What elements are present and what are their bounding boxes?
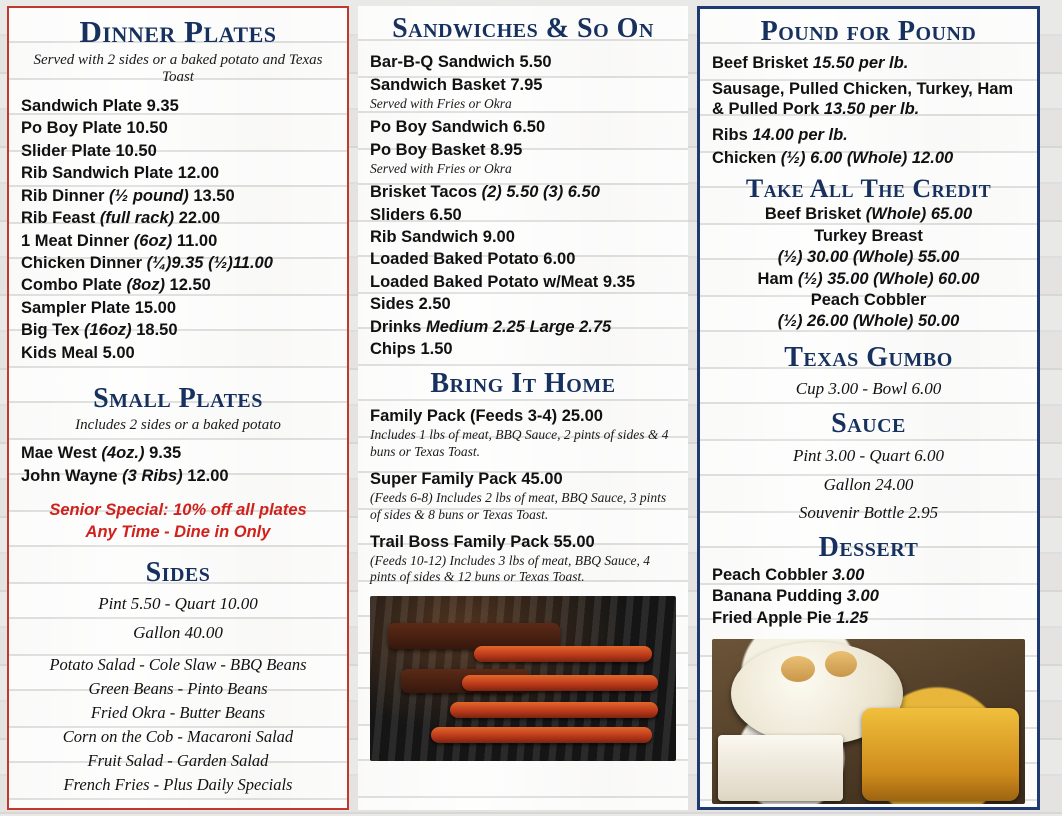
item-qualifier: (8oz) bbox=[126, 276, 165, 295]
menu-row bbox=[21, 465, 335, 487]
sides-title: Sides bbox=[145, 556, 211, 588]
pack-heading bbox=[370, 407, 676, 426]
pack-name: Trail Boss Family Pack bbox=[370, 532, 549, 551]
item-qualifier: (½ pound) bbox=[109, 186, 189, 205]
item-name: Bar-B-Q Sandwich bbox=[370, 53, 515, 72]
sauce-line: Souvenir Bottle 2.95 bbox=[798, 503, 939, 523]
pound-for-pound-title: Pound for Pound bbox=[760, 16, 977, 47]
sides-price-line1: Pint 5.50 - Quart 10.00 bbox=[98, 594, 258, 614]
family-pack bbox=[370, 407, 676, 461]
pack-heading bbox=[370, 533, 676, 552]
item-name: Loaded Baked Potato bbox=[370, 250, 539, 269]
item-qualifier: (3 Ribs) bbox=[122, 466, 183, 485]
small-plates-list bbox=[21, 442, 335, 487]
menu-row bbox=[370, 226, 676, 248]
item-name: Po Boy Basket bbox=[370, 140, 486, 159]
menu-row bbox=[712, 79, 1025, 120]
texas-gumbo-title: Texas Gumbo bbox=[784, 341, 953, 373]
item-name: John Wayne bbox=[21, 466, 118, 485]
item-price: 1.25 bbox=[836, 608, 869, 627]
senior-special bbox=[21, 499, 335, 544]
trail-boss-family-pack bbox=[370, 533, 676, 587]
item-name: Peach Cobbler bbox=[712, 565, 828, 584]
item-qualifier: (4oz.) bbox=[101, 444, 145, 463]
take-all-the-credit-title: Take All The Credit bbox=[745, 173, 992, 203]
item-price: 10.50 bbox=[126, 119, 168, 138]
item-qualifier: (6oz) bbox=[133, 231, 173, 250]
item-name: Ribs bbox=[712, 126, 748, 145]
item-price: 15.50 per lb. bbox=[812, 54, 909, 73]
item-price: 15.00 bbox=[134, 298, 177, 317]
menu-row bbox=[370, 248, 676, 270]
item-name: Rib Sandwich bbox=[370, 228, 479, 247]
item-name: Mae West bbox=[21, 444, 97, 463]
item-qualifier: (½) 30.00 (Whole) 55.00 bbox=[777, 248, 960, 267]
item-name: Ham bbox=[757, 269, 794, 288]
sandwiches-title: Sandwiches & So On bbox=[392, 13, 654, 44]
item-name: Po Boy Sandwich bbox=[370, 118, 509, 137]
dinner-plates-title: Dinner Plates bbox=[79, 14, 277, 49]
sides-price-line2: Gallon 40.00 bbox=[133, 622, 223, 642]
menu-row bbox=[21, 252, 335, 274]
menu-row bbox=[712, 269, 1025, 290]
sauce-line: Gallon 24.00 bbox=[823, 474, 914, 494]
sandwiches-group-2 bbox=[370, 116, 676, 161]
menu-row bbox=[370, 338, 676, 360]
menu-row bbox=[21, 297, 335, 319]
menu-row bbox=[712, 586, 1025, 607]
pound-for-pound-panel bbox=[697, 6, 1040, 810]
item-price: 6.00 bbox=[543, 250, 576, 269]
dessert-photo bbox=[712, 639, 1025, 804]
item-qualifier: (Whole) 65.00 bbox=[865, 205, 973, 224]
item-price: 1.50 bbox=[420, 340, 453, 359]
menu-row bbox=[21, 442, 335, 464]
item-qualifier: (2) 5.50 (3) 6.50 bbox=[481, 183, 600, 202]
sides-list-item: Green Beans - Pinto Beans bbox=[88, 678, 268, 698]
pack-heading bbox=[370, 470, 676, 489]
item-name: Sandwich Plate bbox=[21, 96, 143, 115]
item-price: 11.00 bbox=[176, 231, 218, 250]
item-price: 22.00 bbox=[178, 209, 221, 228]
senior-special-line2: Any Time - Dine in Only bbox=[85, 523, 271, 542]
dinner-plates-subtitle: Served with 2 sides or a baked potato and Texas Toast bbox=[33, 51, 323, 86]
item-name: 1 Meat Dinner bbox=[21, 231, 130, 250]
item-name: Rib Feast bbox=[21, 209, 96, 228]
sides-list bbox=[21, 653, 335, 797]
bring-it-home-title: Bring It Home bbox=[430, 367, 616, 399]
grilled-meat-photo bbox=[370, 596, 676, 761]
pack-price: 45.00 bbox=[521, 469, 563, 488]
item-qualifier: 14.00 per lb. bbox=[752, 126, 848, 145]
item-name: Sandwich Basket bbox=[370, 75, 506, 94]
menu-row bbox=[21, 230, 335, 252]
item-price: 13.50 bbox=[193, 186, 235, 205]
menu-row bbox=[21, 185, 335, 207]
item-name: Sides bbox=[370, 295, 415, 314]
menu-row bbox=[370, 293, 676, 315]
menu-row bbox=[21, 140, 335, 162]
item-price: 6.50 bbox=[513, 118, 546, 137]
item-price: 13.50 per lb. bbox=[823, 100, 920, 119]
super-family-pack bbox=[370, 470, 676, 524]
item-price: 12.00 bbox=[187, 466, 229, 485]
menu-row bbox=[712, 124, 1025, 146]
sides-list-item: Fried Okra - Butter Beans bbox=[90, 702, 266, 722]
item-name: Chicken bbox=[712, 148, 777, 167]
dessert-list bbox=[712, 565, 1025, 629]
menu-row bbox=[21, 95, 335, 117]
item-name: Chicken Dinner bbox=[21, 253, 143, 272]
menu-row bbox=[21, 319, 335, 341]
item-name: Rib Dinner bbox=[21, 186, 105, 205]
sides-list-item: Fruit Salad - Garden Salad bbox=[87, 750, 269, 770]
item-price: 5.50 bbox=[519, 53, 552, 72]
small-plates-title: Small Plates bbox=[93, 383, 263, 415]
sandwiches-group-3 bbox=[370, 181, 676, 361]
menu-row bbox=[370, 204, 676, 226]
item-qualifier: (¼)9.35 (½)11.00 bbox=[146, 253, 273, 272]
sandwiches-note-1: Served with Fries or Okra bbox=[370, 96, 512, 112]
small-plates-subtitle: Includes 2 sides or a baked potato bbox=[75, 416, 281, 433]
pack-price: 25.00 bbox=[561, 407, 603, 426]
item-qualifier: (16oz) bbox=[83, 321, 132, 340]
pack-qualifier: (Feeds 3-4) bbox=[469, 407, 558, 426]
item-price: 7.95 bbox=[510, 75, 543, 94]
item-name: Slider Plate bbox=[21, 141, 111, 160]
item-price: 8.95 bbox=[490, 140, 523, 159]
item-name: Drinks bbox=[370, 317, 422, 336]
pack-name: Super Family Pack bbox=[370, 469, 517, 488]
sandwiches-panel bbox=[358, 6, 688, 810]
pack-description: (Feeds 6-8) Includes 2 lbs of meat, BBQ Sauce, 3 pints of sides & 8 buns or Texas Toast. bbox=[370, 489, 667, 522]
item-qualifier: (½) 6.00 (Whole) 12.00 bbox=[780, 148, 954, 167]
menu-row bbox=[712, 290, 1025, 311]
item-price: 10.50 bbox=[115, 141, 157, 160]
item-name: Rib Sandwich Plate bbox=[21, 164, 174, 183]
menu-row bbox=[370, 74, 676, 96]
menu-row bbox=[712, 52, 1025, 74]
item-price: 9.35 bbox=[602, 272, 636, 291]
item-qualifier: Medium 2.25 Large 2.75 bbox=[425, 317, 612, 336]
menu-row bbox=[370, 316, 676, 338]
dinner-plates-list bbox=[21, 95, 335, 364]
item-price: 3.00 bbox=[832, 565, 865, 584]
menu-row bbox=[21, 342, 335, 364]
sides-list-item: Corn on the Cob - Macaroni Salad bbox=[62, 726, 294, 746]
sides-list-item: French Fries - Plus Daily Specials bbox=[63, 774, 293, 794]
menu-row bbox=[21, 274, 335, 296]
item-price: 12.50 bbox=[169, 276, 211, 295]
pack-description: (Feeds 10-12) Includes 3 lbs of meat, BBQ Sauce, 4 pints of sides & 12 buns or Texas Toast. bbox=[370, 552, 651, 585]
item-price: 5.00 bbox=[102, 343, 135, 362]
menu-row bbox=[370, 181, 676, 203]
menu-row bbox=[712, 147, 1025, 169]
item-name: Peach Cobbler bbox=[810, 291, 927, 309]
pack-price: 55.00 bbox=[553, 532, 595, 551]
menu-row bbox=[370, 51, 676, 73]
item-name: Sliders bbox=[370, 205, 426, 224]
item-name: Big Tex bbox=[21, 321, 80, 340]
menu-row bbox=[712, 311, 1025, 332]
item-price: 18.50 bbox=[136, 321, 178, 340]
take-all-the-credit-list bbox=[712, 204, 1025, 333]
menu-row bbox=[21, 162, 335, 184]
item-name: Combo Plate bbox=[21, 276, 122, 295]
sandwiches-group-1 bbox=[370, 51, 676, 96]
menu-row bbox=[21, 207, 335, 229]
item-name: Beef Brisket bbox=[764, 205, 862, 224]
sauce-line: Pint 3.00 - Quart 6.00 bbox=[792, 445, 945, 465]
item-price: 6.50 bbox=[429, 205, 462, 224]
pack-description: Includes 1 lbs of meat, BBQ Sauce, 2 pints of sides & 4 buns or Texas Toast. bbox=[370, 427, 669, 459]
dinner-plates-panel bbox=[7, 6, 349, 810]
item-price: 9.35 bbox=[149, 444, 182, 463]
item-name: Beef Brisket bbox=[712, 54, 809, 73]
item-name: Loaded Baked Potato w/Meat bbox=[370, 272, 599, 291]
senior-special-line1: Senior Special: 10% off all plates bbox=[49, 501, 307, 520]
item-qualifier: (½) 26.00 (Whole) 50.00 bbox=[777, 312, 960, 331]
pound-for-pound-list bbox=[712, 52, 1025, 169]
menu-row bbox=[712, 608, 1025, 629]
menu-row bbox=[712, 565, 1025, 586]
sandwiches-note-2: Served with Fries or Okra bbox=[370, 161, 512, 177]
item-qualifier: (½) 35.00 (Whole) 60.00 bbox=[797, 269, 980, 288]
menu-row bbox=[712, 247, 1025, 268]
dessert-title: Dessert bbox=[818, 532, 919, 564]
item-name: Chips bbox=[370, 340, 416, 359]
texas-gumbo-line: Cup 3.00 - Bowl 6.00 bbox=[795, 379, 942, 399]
sauce-title: Sauce bbox=[831, 408, 906, 440]
item-price: 2.50 bbox=[418, 295, 451, 314]
menu-row bbox=[21, 117, 335, 139]
item-name: Sampler Plate bbox=[21, 298, 131, 317]
item-name: Turkey Breast bbox=[814, 226, 923, 245]
item-name: Sausage, Pulled Chicken, Turkey, Ham & Pulled Pork bbox=[712, 79, 1014, 119]
item-name: Fried Apple Pie bbox=[712, 608, 832, 627]
item-name: Brisket Tacos bbox=[370, 183, 477, 202]
menu-row bbox=[370, 116, 676, 138]
item-price: 9.00 bbox=[482, 228, 515, 247]
sides-list-item: Potato Salad - Cole Slaw - BBQ Beans bbox=[49, 654, 307, 674]
item-price: 3.00 bbox=[846, 587, 879, 606]
item-price: 9.35 bbox=[146, 96, 179, 115]
menu-row bbox=[370, 271, 676, 293]
item-name: Kids Meal bbox=[21, 343, 99, 362]
menu-row bbox=[712, 204, 1025, 225]
menu-row bbox=[712, 226, 1025, 247]
item-price: 12.00 bbox=[177, 164, 220, 183]
item-name: Po Boy Plate bbox=[21, 119, 122, 138]
item-name: Banana Pudding bbox=[712, 587, 843, 606]
menu-row bbox=[370, 139, 676, 161]
item-qualifier: (full rack) bbox=[99, 209, 175, 228]
pack-name: Family Pack bbox=[370, 407, 466, 426]
